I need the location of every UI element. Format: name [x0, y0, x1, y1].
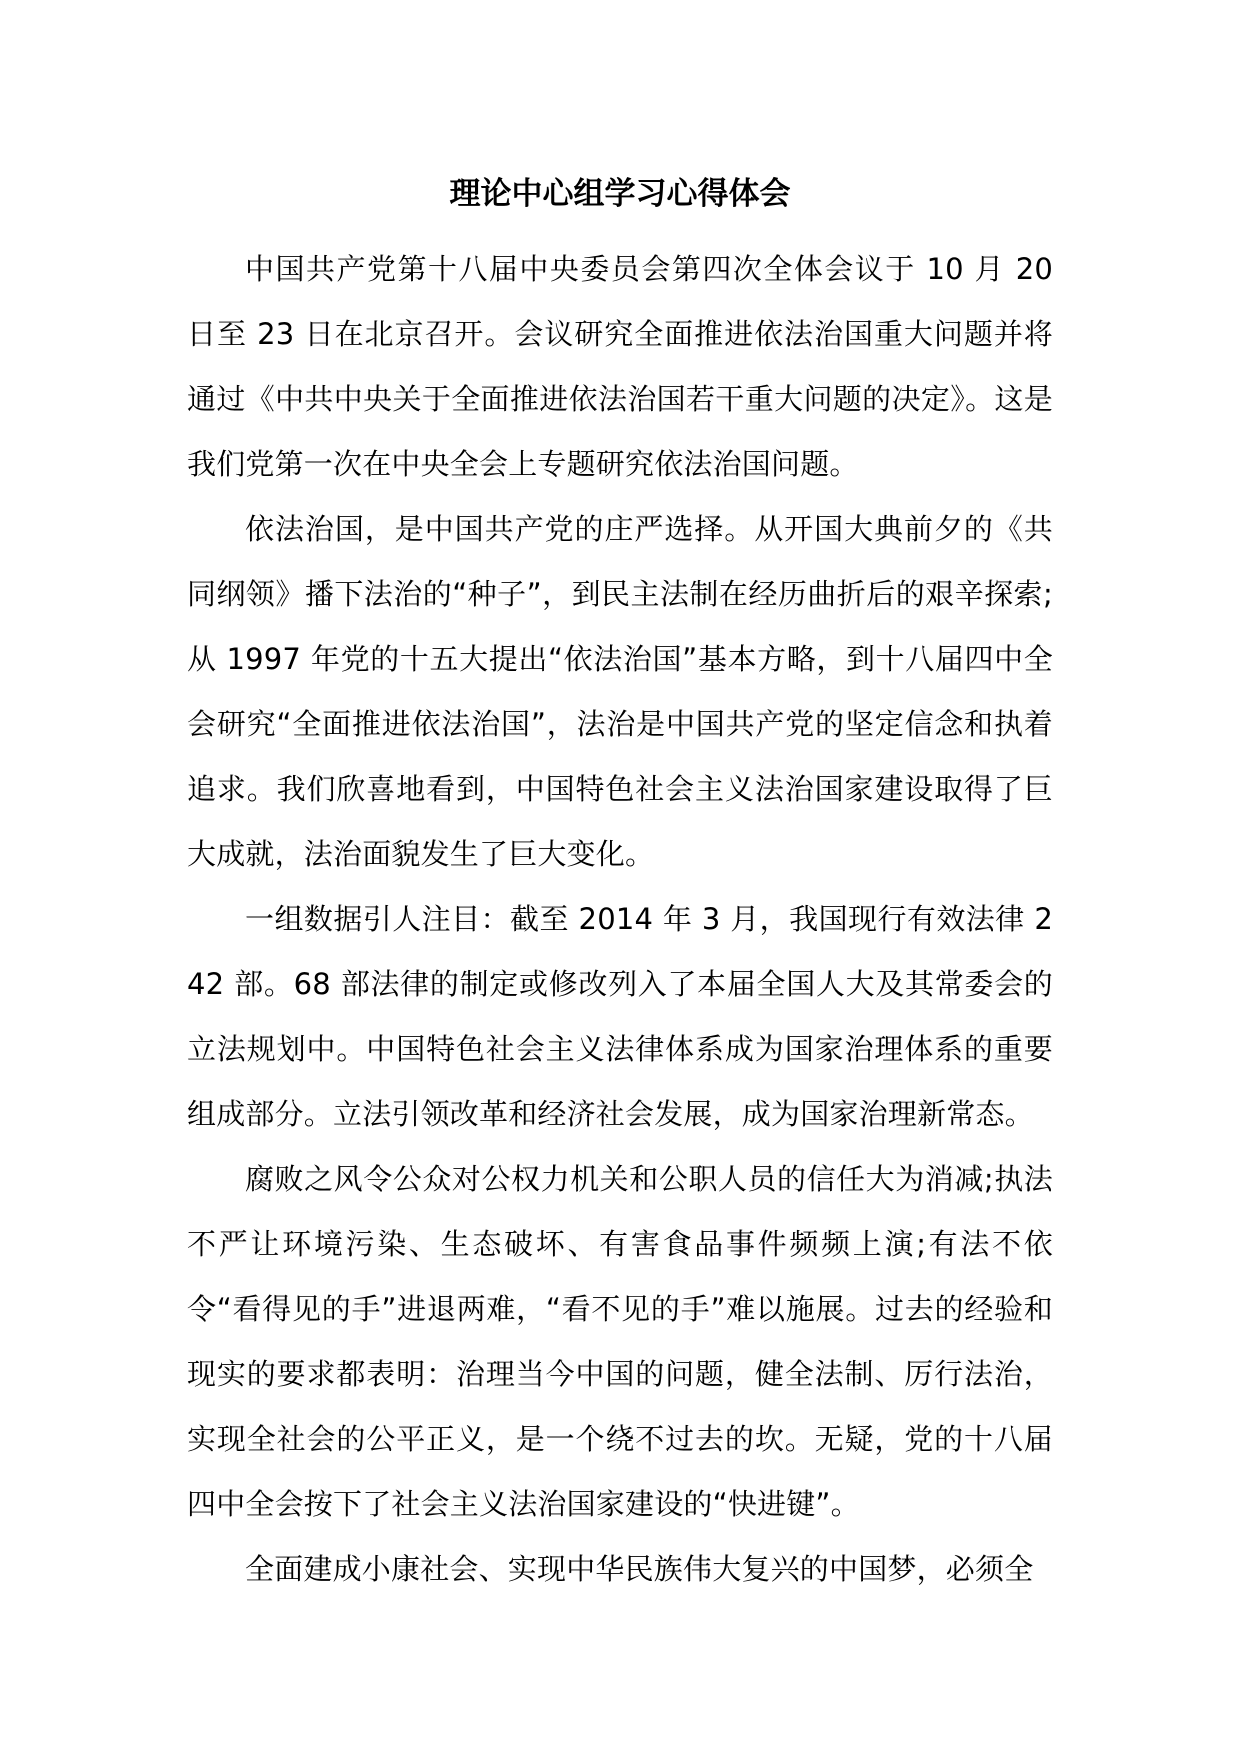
document-body — [187, 237, 1053, 1602]
paragraph: 依法治国，是中国共产党的庄严选择。从开国大典前夕的《共同纲领》播下法治的“种子”，到民主法制在经历曲折后的艰辛探索;从 1997 年党的十五大提出“依法治国”基本方略，到十八届四中全会研究“全面推进依法治国”，法治是中国共产党的坚定信念和执着追求。我们欣喜地看到，中国特色社会主义法治国家建设取得了巨大成就，法治面貌发生了巨大变化。 — [187, 512, 1053, 871]
paragraph: 腐败之风令公众对公权力机关和公职人员的信任大为消减;执法不严让环境污染、生态破坏、有害食品事件频频上演;有法不依令“看得见的手”进退两难，“看不见的手”难以施展。过去的经验和现实的要求都表明：治理当今中国的问题，健全法制、厉行法治，实现全社会的公平正义，是一个绕不过去的坎。无疑，党的十八届四中全会按下了社会主义法治国家建设的“快进键”。 — [187, 1162, 1053, 1521]
paragraph: 全面建成小康社会、实现中华民族伟大复兴的中国梦，必须全 — [245, 1552, 1034, 1586]
document-title: 理论中心组学习心得体会 — [449, 176, 791, 212]
paragraph: 中国共产党第十八届中央委员会第四次全体会议于 10 月 20 日至 23 日在北京召开。会议研究全面推进依法治国重大问题并将通过《中共中央关于全面推进依法治国若干重大问题的决定》。这是我们党第一次在中央全会上专题研究依法治国问题。 — [187, 252, 1053, 481]
paragraph: 一组数据引人注目：截至 2014 年 3 月，我国现行有效法律 242 部。68 部法律的制定或修改列入了本届全国人大及其常委会的立法规划中。中国特色社会主义法律体系成为国家治理体系的重要组成部分。立法引领改革和经济社会发展，成为国家治理新常态。 — [187, 902, 1053, 1131]
